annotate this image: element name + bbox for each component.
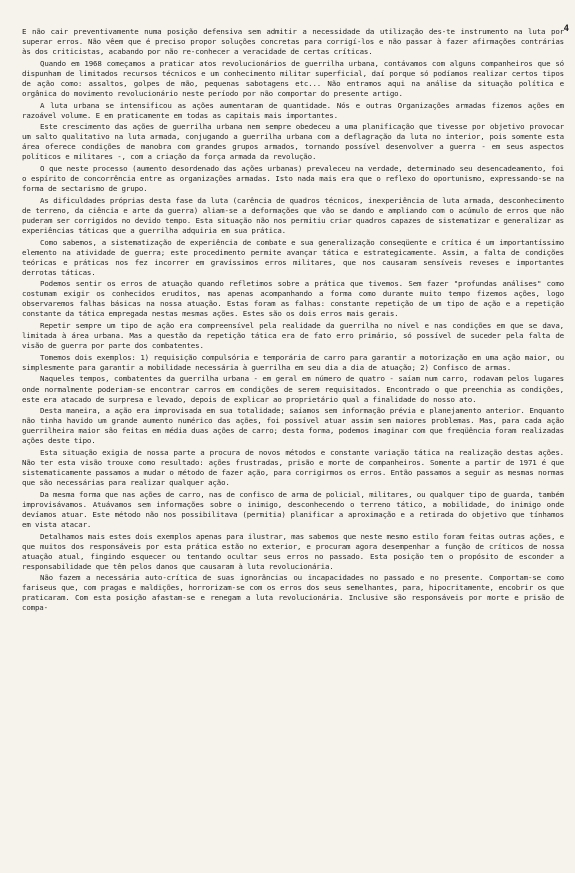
page-number: 4 [563,24,569,34]
paragraph: Repetir sempre um tipo de ação era compreensível pela realidade da guerrilha no nível e nas condições em que se dava, limitada à área urbana. Mas a questão da repetição tática era de fato erro primário, só possível de suceder pela falta de visão de guerra por parte dos combatentes. [22,321,564,351]
paragraph: Este crescimento das ações de guerrilha urbana nem sempre obedeceu a uma planificação que tivesse por objetivo provocar um salto qualitativo na luta armada, conjugando a guerrilha urbana com a deflagração da luta no interior, pois somente esta área oferece condições de manobra com grandes grupos armados, tornando possível desenvolver a guerra - em seus aspectos políticos e militares -, com a criação da força armada da revolução. [22,122,564,162]
paragraph: Detalhamos mais estes dois exemplos apenas para ilustrar, mas sabemos que neste mesmo estilo foram feitas outras ações, e que muitos dos responsáveis por esta prática estão no exterior, e procuram agora desempenhar a função de críticos de nossa atuação atual, fingindo esquecer ou tentando ocultar seus erros no passado. Esta posição tem o propósito de esconder a responsabilidade que têm pelos danos que causaram à luta revolucionária. [22,531,564,571]
paragraph: A luta urbana se intensificou as ações aumentaram de quantidade. Nós e outras Organizações armadas fizemos ações em razoável volume. E em praticamente em todas as capitais mais importantes. [22,100,564,120]
paragraph: As dificuldades próprias desta fase da luta (carência de quadros técnicos, inexperiência de luta armada, desconhecimento de terreno, da ciência e arte da guerra) aliam-se a deformações que vão se dando e ampliando com o acúmulo de erros que não puderam ser corrigidos no devido tempo. Esta situação não nos permitiu criar quadros capazes de sistematizar e generalizar as experiências táticas que a guerrilha adquiria em sua prática. [22,195,564,235]
paragraph: Da mesma forma que nas ações de carro, nas de confisco de arma de policial, militares, ou qualquer tipo de guarda, também improvisávamos. Atuávamos sem informações sobre o inimigo, desconhecendo o terreno tático, a mobilidade, do inimigo onde devíamos atuar. Este método não nos possibilitava (permitia) planificar a aproximação e a retirada do objetivo que tínhamos em vista atacar. [22,489,564,529]
paragraph: Quando em 1968 começamos a praticar atos revolucionários de guerrilha urbana, contávamos com alguns companheiros que só dispunham de limitados recursos técnicos e um conhecimento militar superficial, daí porque só podíamos realizar certos tipos de ação como: assaltos, golpes de mão, pequenas sabotagens etc... Não entramos aqui na análise da situação política e orgânica do movimento revolucionário neste período por não comportar do presente artigo. [22,58,564,98]
paragraph: Tomemos dois exemplos: 1) requisição compulsória e temporária de carro para garantir a motorização em uma ação maior, ou simplesmente para garantir a mobilidade necessária à guerrilha em seu dia a dia de atuação; 2) Confisco de armas. [22,352,564,372]
paragraph: Podemos sentir os erros de atuação quando refletimos sobre a prática que tivemos. Sem fazer "profundas análises" como costumam exigir os conhecidos eruditos, mas apenas acompanhando a forma como durante muito tempo fizemos ações, logo observaremos falhas básicas na nossa atuação. Estas foram as falhas: constante repetição de um tipo de ação e a repetição constante da tática empregada nestas mesmas ações. Estes são os dois erros mais gerais. [22,279,564,319]
paragraph: Esta situação exigia de nossa parte a procura de novos métodos e constante variação tática na realização destas ações. Não ter esta visão trouxe como resultado: ações frustradas, prisão e morte de companheiros. Somente a partir de 1971 é que sistematicamente passamos a mudar o método de fazer ação, para corrigirmos os erros. Então passamos a seguir as mesmas normas que são necessárias para realizar qualquer ação. [22,448,564,488]
article-body [22,27,564,615]
paragraph: Não fazem a necessária auto-crítica de suas ignorâncias ou incapacidades no passado e no presente. Comportam-se como fariseus que, com pragas e maldições, horrorizam-se com os erros dos seus semelhantes, para, hipocritamente, encobrir os que praticaram. Com esta posição afastam-se e renegam a luta revolucionária. Inclusive são responsáveis por morte e prisão de compa- [22,573,564,613]
paragraph: O que neste processo (aumento desordenado das ações urbanas) prevaleceu na verdade, determinado seu desencadeamento, foi o espírito de concorrência entre as organizações armadas. Isto nada mais era que o reflexo do oportunismo, expressando-se na forma de sectarismo de grupo. [22,163,564,194]
paragraph: Como sabemos, a sistematização de experiência de combate e sua generalização conseqüente e crítica é um importantíssimo elemento na atividade de guerra; este procedimento permite avançar tática e estrategicamente. Assim, a falta de condições teóricas e práticas nos fez incorrer em gravíssimos erros militares, que nos causaram sensíveis reveses e importantes derrotas táticas. [22,237,564,277]
paragraph: Desta maneira, a ação era improvisada em sua totalidade; saíamos sem informação prévia e planejamento anterior. Enquanto não tinha havido um grande aumento numérico das ações, foi possível atuar assim sem maiores problemas. Mas, para cada ação guerrilheira maior são feitas em média duas ações de carro; desta forma, podemos imaginar com que freqüência foram realizadas ações deste tipo. [22,406,564,446]
paragraph: E não cair preventivamente numa posição defensiva sem admitir a necessidade da utilização des-te instrumento na luta por superar erros. Não vêem que é preciso propor soluções concretas para corrigí-los e não passar à fazer afirmações contrárias às dos criticistas, acabando por não re-conhecer a veracidade de certas críticas. [22,27,564,57]
paragraph: Naqueles tempos, combatentes da guerrilha urbana - em geral em número de quatro - saíam num carro, rodavam pelos lugares onde normalmente poderiam-se encontrar carros em condições de serem requisitados. Encontrado o que preenchia as condições, este era atacado de surpresa e levado, depois de explicar ao proprietário qual a finalidade do nosso ato. [22,374,564,404]
